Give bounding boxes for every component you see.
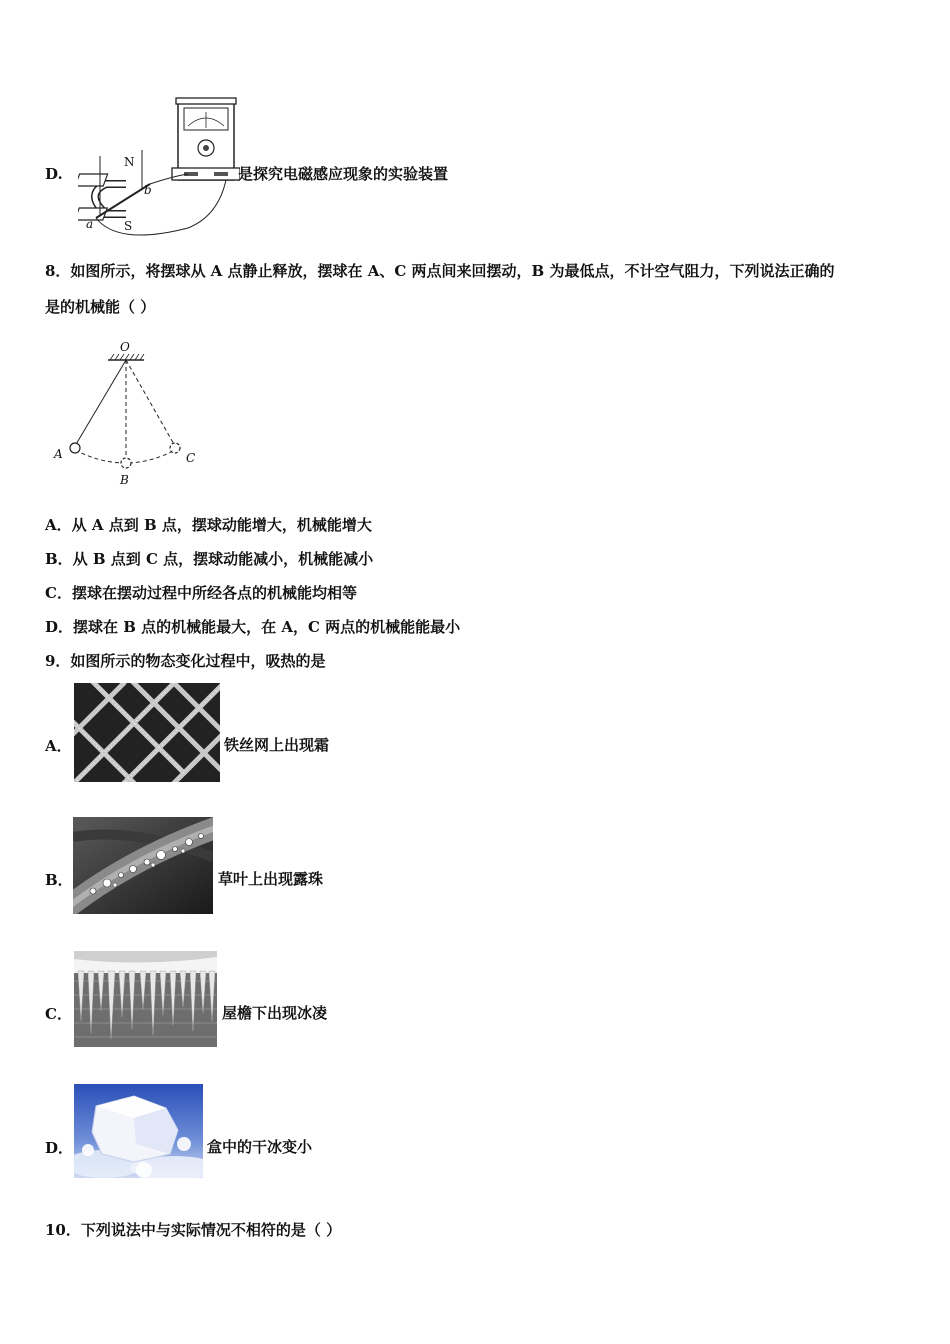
magnet-n-label: N [124, 155, 135, 169]
dew-grass-leaf-photo [73, 817, 213, 914]
q9-option-b-label: B． [45, 871, 73, 889]
rod-b-label: b [144, 183, 152, 197]
dry-ice-box-photo [74, 1084, 203, 1178]
magnet-s-label: S [124, 219, 133, 233]
q8-option-a: A．从 A 点到 B 点，摆球动能增大，机械能增大 [45, 516, 372, 534]
point-b-label: B [120, 473, 129, 487]
q8-option-b: B．从 B 点到 C 点，摆球动能减小，机械能减小 [45, 550, 374, 568]
q8-stem-line1: 8．如图所示，将摆球从 A 点静止释放，摆球在 A、C 两点间来回摆动，B 为最低点，不计空气阻力，下列说法正确的 [45, 262, 835, 280]
q7-option-d-label: D. [45, 165, 63, 183]
q7-option-d-text: 是探究电磁感应现象的实验装置 [238, 165, 449, 183]
q9-option-d-text: 盒中的干冰变小 [207, 1138, 313, 1156]
q10-stem: 10．下列说法中与实际情况不相符的是（ ） [45, 1221, 342, 1239]
q8-stem-line2: 是的机械能（ ） [45, 298, 156, 316]
electromagnetic-induction-apparatus [78, 96, 240, 238]
pivot-o-label: O [120, 340, 130, 354]
q8-option-d: D．摆球在 B 点的机械能最大，在 A，C 两点的机械能能最小 [45, 618, 461, 636]
point-a-label: A [54, 447, 63, 461]
q9-option-a-text: 铁丝网上出现霜 [224, 736, 330, 754]
rod-a-label: a [86, 217, 94, 231]
q9-option-b-text: 草叶上出现露珠 [218, 870, 324, 888]
q9-option-c-text: 屋檐下出现冰凌 [222, 1004, 328, 1022]
q9-stem: 9．如图所示的物态变化过程中，吸热的是 [45, 652, 326, 670]
q8-option-c: C．摆球在摆动过程中所经各点的机械能均相等 [45, 584, 357, 602]
icicles-eaves-photo [74, 951, 217, 1047]
point-c-label: C [186, 451, 196, 465]
q9-option-c-label: C． [45, 1005, 72, 1023]
q9-option-d-label: D． [45, 1139, 74, 1157]
pendulum-diagram [50, 338, 202, 488]
q9-option-a-label: A． [45, 737, 72, 755]
frost-wire-mesh-photo [74, 683, 220, 782]
